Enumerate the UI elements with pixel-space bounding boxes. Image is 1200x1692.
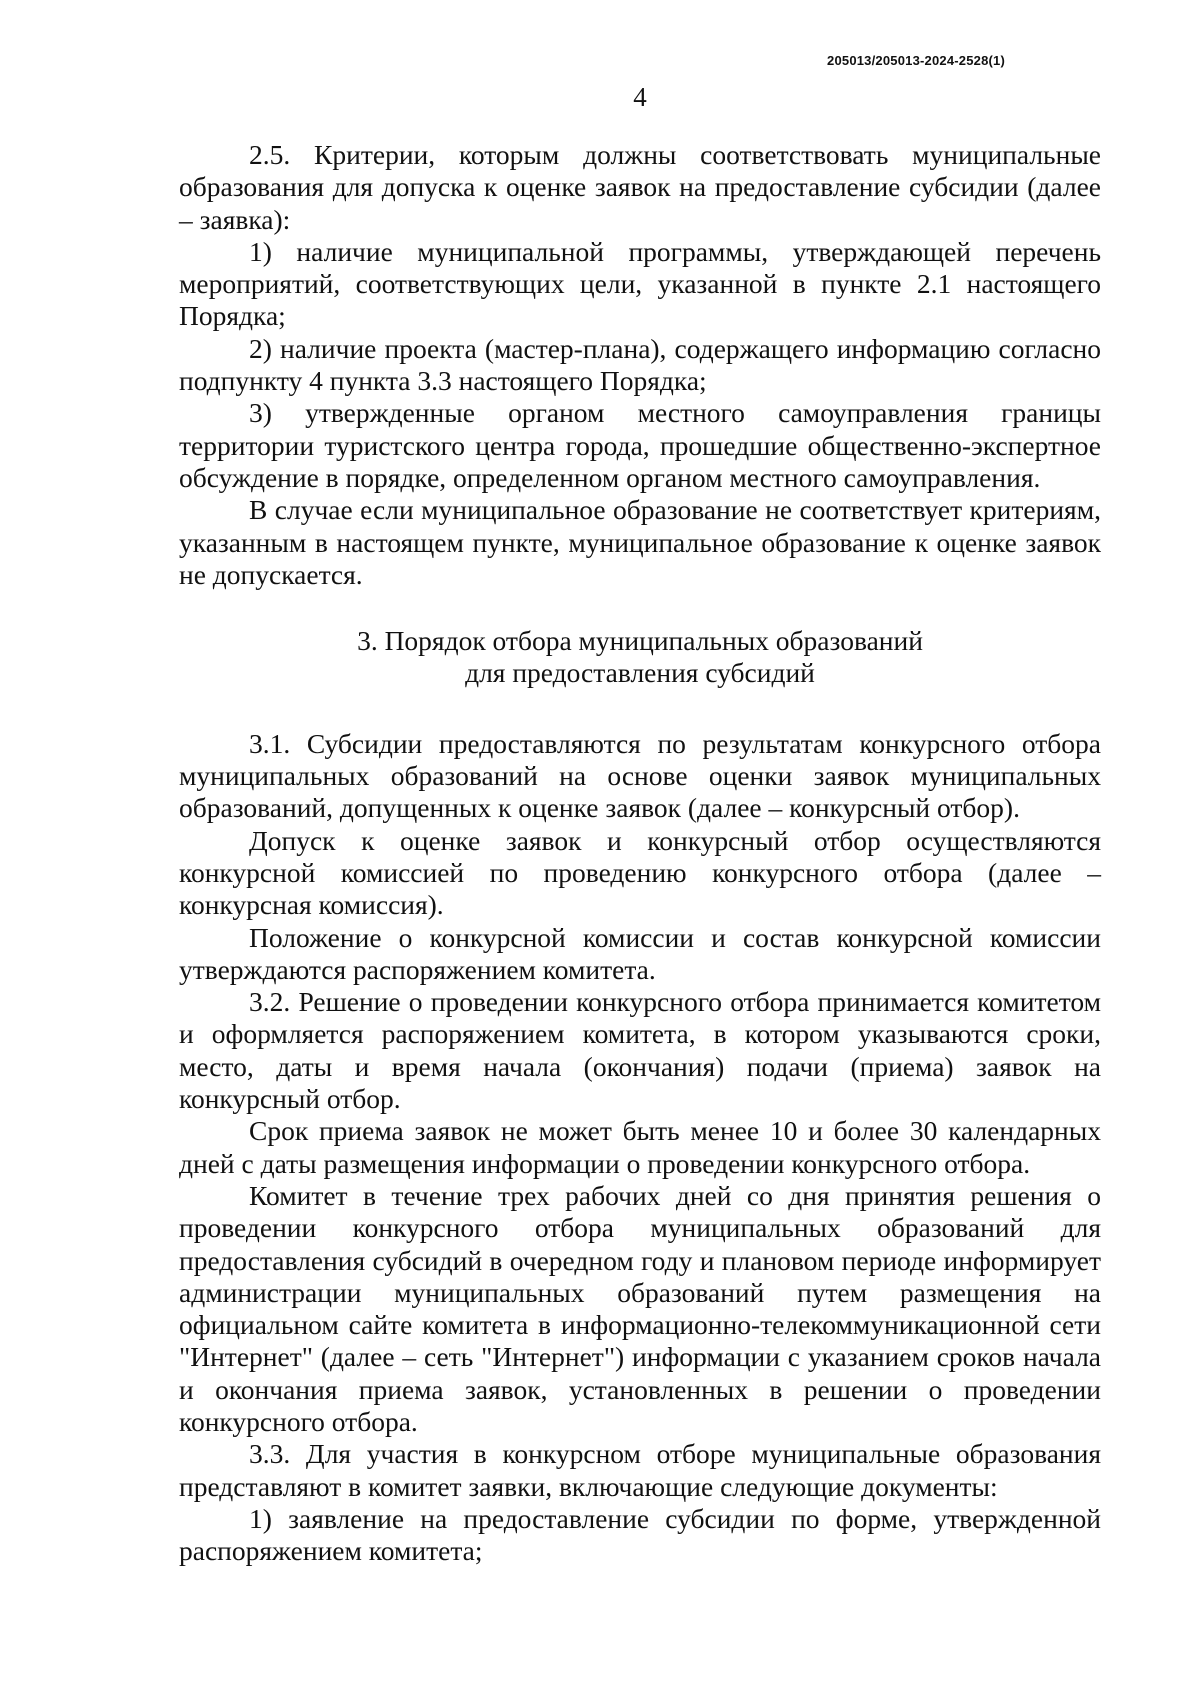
criterion-item-2: 2) наличие проекта (мастер-плана), содержащего информацию согласно подпункту 4 пункта 3.3 настоящего Порядка; [179,332,1101,397]
paragraph-admission: Допуск к оценке заявок и конкурсный отбор осуществляются конкурсной комиссией по проведению конкурсного отбора (далее – конкурсная комиссия). [179,824,1101,921]
document-body [179,139,1101,1567]
paragraph-3-3-item-1: 1) заявление на предоставление субсидии по форме, утвержденной распоряжением комитета; [179,1502,1101,1567]
paragraph-inform: Комитет в течение трех рабочих дней со дня принятия решения о проведении конкурсного отбора муниципальных образований для предоставления субсидий в очередном году и плановом периоде информирует администрации муниципальных образований путем размещения на официальном сайте комитета в информационно-телекоммуникационной сети "Интернет" (далее – сеть "Интернет") информации с указанием сроков начала и окончания приема заявок, установленных в решении о проведении конкурсного отбора. [179,1179,1101,1437]
paragraph-term: Срок приема заявок не может быть менее 10 и более 30 календарных дней с даты размещения информации о проведении конкурсного отбора. [179,1115,1101,1179]
paragraph-3-2: 3.2. Решение о проведении конкурсного отбора принимается комитетом и оформляется распоряжением комитета, в котором указываются сроки, место, даты и время начала (окончания) подачи (приема) заявок на конкурсный отбор. [179,986,1101,1115]
paragraph-3-1: 3.1. Субсидии предоставляются по результатам конкурсного отбора муниципальных образований на основе оценки заявок муниципальных образований, допущенных к оценке заявок (далее – конкурсный отбор). [179,727,1101,824]
criterion-item-1: 1) наличие муниципальной программы, утверждающей перечень мероприятий, соответствующих цели, указанной в пункте 2.1 настоящего Порядка; [179,235,1101,332]
spacer [179,591,1101,625]
section-3-heading-line-1: 3. Порядок отбора муниципальных образований [357,625,923,657]
paragraph-commission: Положение о конкурсной комиссии и состав конкурсной комиссии утверждаются распоряжением комитета. [179,921,1101,985]
document-code: 205013/205013-2024-2528(1) [827,53,1005,68]
paragraph-3-3: 3.3. Для участия в конкурсном отборе муниципальные образования представляют в комитет заявки, включающие следующие документы: [179,1438,1101,1502]
paragraph-noncompliance: В случае если муниципальное образование не соответствует критериям, указанным в настоящем пункте, муниципальное образование к оценке заявок не допускается. [179,494,1101,590]
page-number: 4 [633,82,647,112]
section-3-heading-line-2: для предоставления субсидий [465,657,815,689]
criterion-item-3: 3) утвержденные органом местного самоуправления границы территории туристского центра города, прошедшие общественно-экспертное обсуждение в порядке, определенном органом местного самоуправления. [179,397,1101,493]
spacer [179,690,1101,728]
paragraph-2-5: 2.5. Критерии, которым должны соответствовать муниципальные образования для допуска к оценке заявок на предоставление субсидии (далее – заявка): [179,139,1101,235]
